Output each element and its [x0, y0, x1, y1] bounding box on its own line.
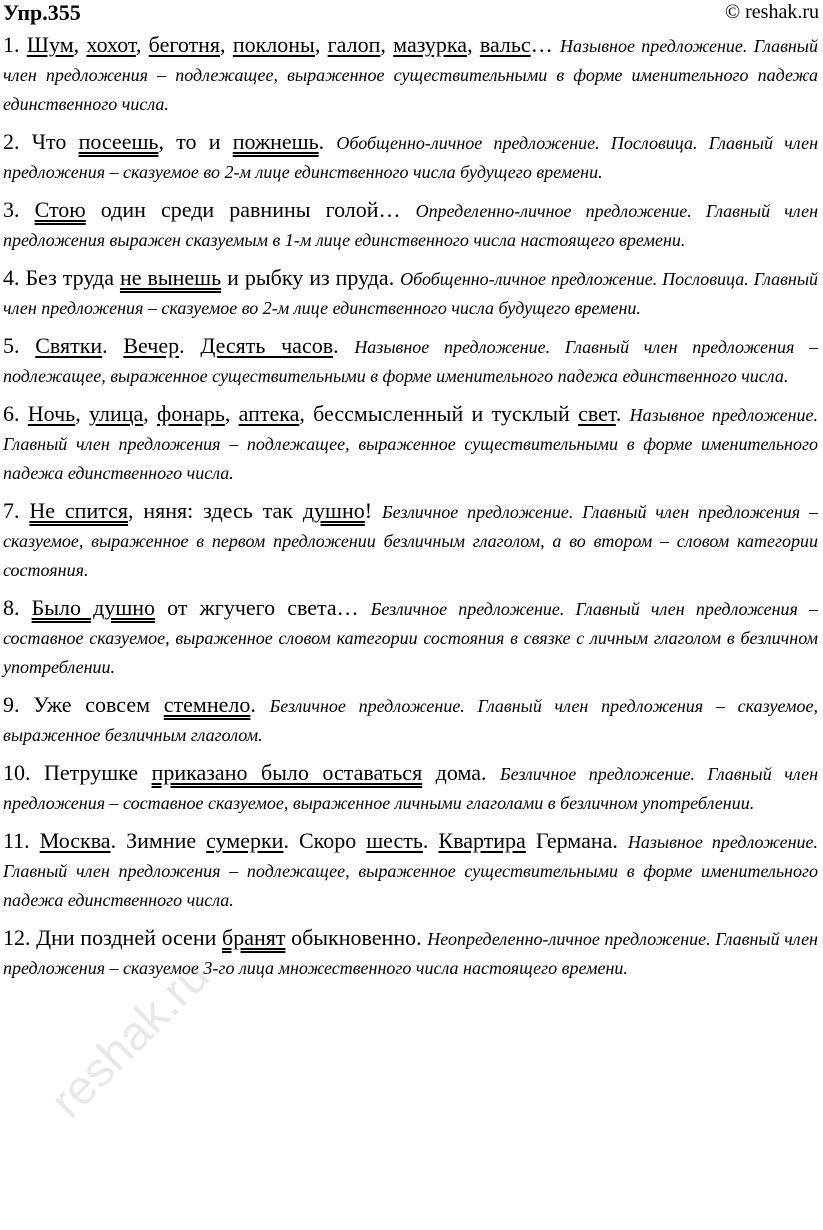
underlined-word: не вынешь: [119, 265, 222, 290]
underlined-word: хохот: [86, 32, 136, 57]
grammar-note: Безличное предложение. Главный член предложения – составное сказуемое, выраженное личными глаголами в безличном употреблении.: [3, 764, 819, 813]
sentence-text: 1.: [3, 32, 27, 57]
sentence-text: 5.: [3, 333, 36, 358]
sentence-text: . Зимние: [110, 828, 207, 853]
underlined-word: Святки: [35, 333, 103, 358]
grammar-note: Обобщенно-личное предложение. Пословица. Главный член предложения – сказуемое во 2-м лице единственного числа будущего времени.: [3, 133, 819, 182]
grammar-note: Назывное предложение. Главный член предложения – подлежащее, выраженное существительными в форме именительного падежа единственного числа.: [3, 36, 818, 114]
underlined-word: Квартира: [438, 828, 526, 853]
underlined-word: фонарь: [157, 401, 225, 426]
exercise-item-10: [3, 758, 818, 818]
underlined-word: стемнело: [163, 692, 251, 717]
sentence-text: Германа.: [525, 828, 628, 853]
sentence-text: .: [179, 333, 201, 358]
exercise-title: Упр.355: [3, 0, 81, 25]
sentence-text: обыкновенно.: [285, 925, 428, 950]
sentence-text: ,: [224, 401, 239, 426]
underlined-word: беготня: [148, 32, 221, 57]
underlined-word: Было душно: [31, 595, 156, 620]
sentence-text: 8.: [3, 595, 32, 620]
underlined-word: аптека: [238, 401, 300, 426]
underlined-word: Вечер: [123, 333, 180, 358]
grammar-note: Безличное предложение. Главный член предложения – сказуемое, выраженное безличным глаголом.: [3, 696, 818, 745]
sentence-text: 4. Без труда: [3, 265, 120, 290]
sentence-text: 12. Дни поздней осени: [3, 925, 222, 950]
sentence-text: дома.: [422, 760, 500, 785]
exercise-item-12: [3, 923, 818, 983]
exercise-item-7: [3, 496, 818, 585]
grammar-note: Обобщенно-личное предложение. Пословица. Главный член предложения – сказуемое во 2-м лице единственного числа будущего времени.: [3, 269, 819, 318]
sentence-text: .: [250, 692, 270, 717]
underlined-word: поклоны: [232, 32, 315, 57]
sentence-text: . Скоро: [283, 828, 367, 853]
sentence-text: ,: [73, 32, 87, 57]
sentence-text: ,: [380, 32, 394, 57]
underlined-word: шесть: [366, 828, 423, 853]
sentence-text: ,: [75, 401, 89, 426]
underlined-word: Ночь: [27, 401, 76, 426]
grammar-note: Безличное предложение. Главный член предложения – составное сказуемое, выраженное словом категории состояния в связке с личным глаголом в безличном употреблении.: [3, 599, 818, 677]
underlined-word: бранят: [222, 925, 286, 950]
sentence-text: и рыбку из пруда.: [221, 265, 401, 290]
exercise-item-4: [3, 263, 818, 323]
underlined-word: приказано было оставаться: [151, 760, 423, 785]
sentence-text: ,: [143, 401, 158, 426]
underlined-word: сумерки: [206, 828, 284, 853]
sentence-text: 9. Уже совсем: [3, 692, 164, 717]
sentence-text: ,: [314, 32, 328, 57]
sentence-text: , няня: здесь так: [128, 498, 303, 523]
underlined-word: Десять часов: [200, 333, 334, 358]
sentence-text: 6.: [3, 401, 28, 426]
site-copyright: © reshak.ru: [724, 1, 819, 23]
sentence-text: , бессмысленный и тусклый: [299, 401, 579, 426]
grammar-note: Назывное предложение. Главный член предложения – подлежащее, выраженное существительными в форме именительного падежа единственного числа.: [3, 337, 819, 386]
underlined-word: Шум: [26, 32, 74, 57]
sentence-text: ,: [220, 32, 233, 57]
underlined-word: свет: [578, 401, 616, 426]
exercise-item-8: [3, 593, 818, 682]
exercise-item-5: [3, 331, 818, 391]
sentence-text: от жгучего света…: [155, 595, 371, 620]
sentence-text: 2. Что: [3, 129, 79, 154]
sentence-text: один среди равнины голой…: [85, 197, 416, 222]
sentence-text: 10. Петрушке: [3, 760, 152, 785]
grammar-note: Определенно-личное предложение. Главный член предложения выражен сказуемым в 1-м лице единственного числа настоящего времени.: [3, 201, 818, 250]
grammar-note: Назывное предложение. Главный член предложения – подлежащее, выраженное существительными в форме именительного падежа единственного числа.: [3, 832, 819, 910]
underlined-word: галоп: [327, 32, 381, 57]
grammar-note: Неопределенно-личное предложение. Главный член предложения – сказуемое 3-го лица множественного числа настоящего времени.: [3, 929, 818, 978]
page-header: [0, 0, 823, 30]
exercise-items: [3, 30, 818, 983]
grammar-note: Назывное предложение. Главный член предложения – подлежащее, выраженное существительными в форме именительного падежа единственного числа.: [3, 405, 818, 483]
exercise-item-1: [3, 30, 818, 119]
underlined-word: улица: [88, 401, 144, 426]
underlined-word: пожнешь: [232, 129, 319, 154]
sentence-text: , то и: [158, 129, 233, 154]
sentence-text: .: [102, 333, 124, 358]
sentence-text: .: [615, 401, 630, 426]
sentence-text: ,: [467, 32, 480, 57]
underlined-word: душно: [302, 498, 365, 523]
underlined-word: посеешь: [78, 129, 159, 154]
sentence-text: 7.: [3, 498, 30, 523]
sentence-text: .: [318, 129, 337, 154]
exercise-item-2: [3, 127, 818, 187]
underlined-word: мазурка: [393, 32, 468, 57]
sentence-text: .: [422, 828, 439, 853]
exercise-item-9: [3, 690, 818, 750]
exercise-item-6: [3, 399, 818, 488]
sentence-text: 11.: [3, 828, 40, 853]
sentence-text: !: [364, 498, 382, 523]
exercise-item-3: [3, 195, 818, 255]
watermark: reshak.ru: [40, 949, 220, 1129]
underlined-word: вальс: [479, 32, 531, 57]
underlined-word: Стою: [34, 197, 86, 222]
underlined-word: Москва: [39, 828, 111, 853]
exercise-item-11: [3, 826, 818, 915]
grammar-note: Безличное предложение. Главный член предложения – сказуемое, выраженное в первом предложении безличным глаголом, а во втором – словом категории состояния.: [3, 502, 819, 580]
sentence-text: .: [333, 333, 355, 358]
sentence-text: …: [530, 32, 560, 57]
underlined-word: Не спится: [29, 498, 128, 523]
sentence-text: ,: [135, 32, 149, 57]
sentence-text: 3.: [3, 197, 35, 222]
